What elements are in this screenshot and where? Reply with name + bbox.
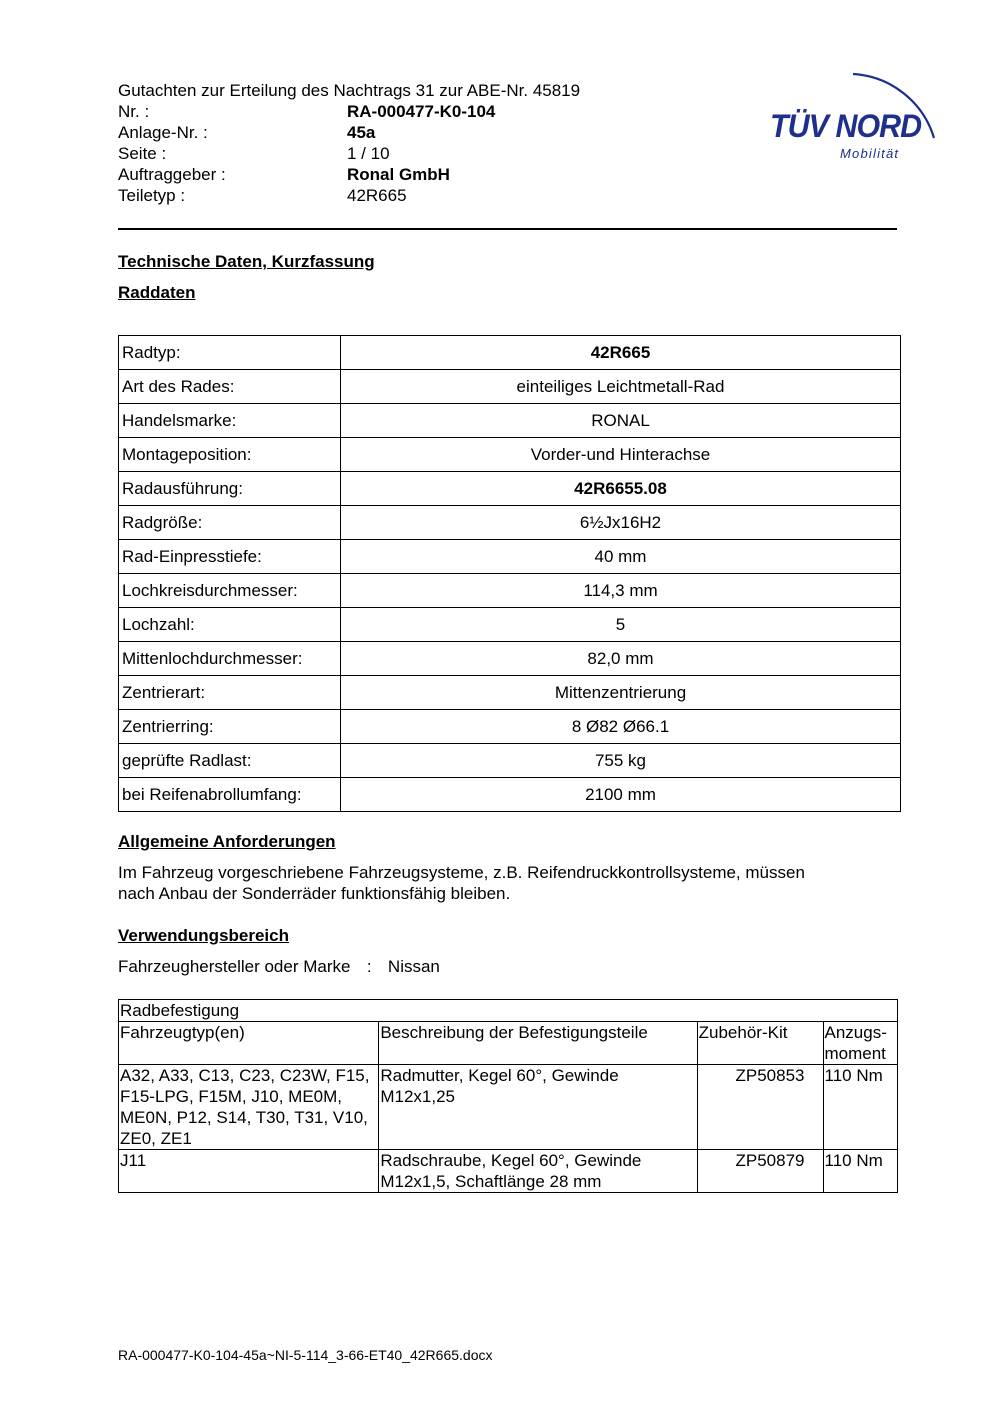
header-value: RA-000477-K0-104 bbox=[347, 102, 496, 121]
wheel-data-value: 755 kg bbox=[341, 744, 901, 778]
hersteller-line bbox=[118, 956, 440, 977]
cell-kit: ZP50879 bbox=[697, 1150, 823, 1193]
wheel-data-key: Mittenlochdurchmesser: bbox=[119, 642, 341, 676]
wheel-data-value: 42R6655.08 bbox=[341, 472, 901, 506]
heading-verwendung: Verwendungsbereich bbox=[118, 926, 289, 945]
wheel-data-value: 2100 mm bbox=[341, 778, 901, 812]
table-row bbox=[119, 574, 901, 608]
header-divider bbox=[118, 228, 897, 230]
header-label: Auftraggeber : bbox=[118, 165, 226, 184]
table-row bbox=[119, 336, 901, 370]
wheel-data-key: Radtyp: bbox=[119, 336, 341, 370]
logo-brand-text: TÜV NORD bbox=[770, 108, 922, 144]
header-label: Nr. : bbox=[118, 102, 150, 121]
wheel-data-value: 42R665 bbox=[341, 336, 901, 370]
table-row bbox=[119, 506, 901, 540]
table-row bbox=[119, 438, 901, 472]
table-row bbox=[119, 404, 901, 438]
table-row bbox=[119, 744, 901, 778]
table-row bbox=[119, 370, 901, 404]
wheel-data-value: 6½Jx16H2 bbox=[341, 506, 901, 540]
paragraph-line: Im Fahrzeug vorgeschriebene Fahrzeugsysteme, z.B. Reifendruckkontrollsysteme, müssen bbox=[118, 863, 805, 882]
table-row bbox=[119, 1150, 898, 1193]
wheel-data-value: einteiliges Leichtmetall-Rad bbox=[341, 370, 901, 404]
header-label: Anlage-Nr. : bbox=[118, 123, 208, 142]
hersteller-label: Fahrzeughersteller oder Marke bbox=[118, 957, 351, 976]
cell-kit: ZP50853 bbox=[697, 1065, 823, 1150]
allgemein-paragraph bbox=[118, 862, 898, 904]
wheel-data-key: Radgröße: bbox=[119, 506, 341, 540]
wheel-data-value: Vorder-und Hinterachse bbox=[341, 438, 901, 472]
cell-description: Radschraube, Kegel 60°, Gewinde M12x1,5, Schaftlänge 28 mm bbox=[379, 1150, 697, 1193]
cell-description: Radmutter, Kegel 60°, Gewinde M12x1,25 bbox=[379, 1065, 697, 1150]
wheel-data-key: Montageposition: bbox=[119, 438, 341, 472]
cell-torque: 110 Nm bbox=[823, 1150, 898, 1193]
column-header-torque: Anzugs- moment bbox=[823, 1022, 898, 1065]
wheel-data-value: Mittenzentrierung bbox=[341, 676, 901, 710]
wheel-data-value: 40 mm bbox=[341, 540, 901, 574]
table-row bbox=[119, 778, 901, 812]
wheel-data-value: 114,3 mm bbox=[341, 574, 901, 608]
wheel-data-key: Handelsmarke: bbox=[119, 404, 341, 438]
cell-types: J11 bbox=[119, 1150, 379, 1193]
header-value: 42R665 bbox=[347, 186, 407, 205]
wheel-data-value: 8 Ø82 Ø66.1 bbox=[341, 710, 901, 744]
wheel-data-key: Zentrierart: bbox=[119, 676, 341, 710]
table-row bbox=[119, 472, 901, 506]
wheel-data-key: bei Reifenabrollumfang: bbox=[119, 778, 341, 812]
wheel-data-key: Zentrierring: bbox=[119, 710, 341, 744]
column-header-description: Beschreibung der Befestigungsteile bbox=[379, 1022, 697, 1065]
table-row bbox=[119, 608, 901, 642]
table-row bbox=[119, 676, 901, 710]
table-row bbox=[119, 1065, 898, 1150]
paragraph-line: nach Anbau der Sonderräder funktionsfähig bleiben. bbox=[118, 884, 511, 903]
wheel-data-value: RONAL bbox=[341, 404, 901, 438]
fastening-caption-row bbox=[119, 1000, 898, 1022]
wheel-data-value: 5 bbox=[341, 608, 901, 642]
cell-types: A32, A33, C13, C23, C23W, F15, F15-LPG, F15M, J10, ME0M, ME0N, P12, S14, T30, T31, V10, ZE0, ZE1 bbox=[119, 1065, 379, 1150]
hersteller-separator: : bbox=[366, 957, 372, 976]
wheel-data-key: Lochkreisdurchmesser: bbox=[119, 574, 341, 608]
header-value: 45a bbox=[347, 123, 376, 142]
tuv-nord-logo bbox=[768, 60, 948, 170]
hersteller-value: Nissan bbox=[387, 957, 440, 976]
wheel-data-key: geprüfte Radlast: bbox=[119, 744, 341, 778]
wheel-data-key: Radausführung: bbox=[119, 472, 341, 506]
table-row bbox=[119, 710, 901, 744]
table-row bbox=[119, 540, 901, 574]
wheel-data-key: Lochzahl: bbox=[119, 608, 341, 642]
header-label: Teiletyp : bbox=[118, 186, 186, 205]
fastening-header-row bbox=[119, 1022, 898, 1065]
cell-torque: 110 Nm bbox=[823, 1065, 898, 1150]
wheel-data-table bbox=[118, 335, 901, 812]
wheel-data-key: Art des Rades: bbox=[119, 370, 341, 404]
footer-filename: RA-000477-K0-104-45a~NI-5-114_3-66-ET40_42R665.docx bbox=[118, 1347, 493, 1363]
wheel-data-value: 82,0 mm bbox=[341, 642, 901, 676]
heading-technical: Technische Daten, Kurzfassung bbox=[118, 252, 375, 271]
heading-allgemein: Allgemeine Anforderungen bbox=[118, 832, 336, 851]
header-label: Seite : bbox=[118, 144, 167, 163]
header-value: Ronal GmbH bbox=[347, 165, 450, 184]
header-value: 1 / 10 bbox=[347, 144, 390, 163]
column-header-kit: Zubehör-Kit bbox=[697, 1022, 823, 1065]
wheel-data-key: Rad-Einpresstiefe: bbox=[119, 540, 341, 574]
heading-raddaten: Raddaten bbox=[118, 283, 196, 302]
column-header-types: Fahrzeugtyp(en) bbox=[119, 1022, 379, 1065]
logo-sub-text: Mobilität bbox=[840, 146, 900, 161]
table-row bbox=[119, 642, 901, 676]
fastening-caption: Radbefestigung bbox=[119, 1000, 898, 1022]
fastening-table bbox=[118, 999, 898, 1193]
